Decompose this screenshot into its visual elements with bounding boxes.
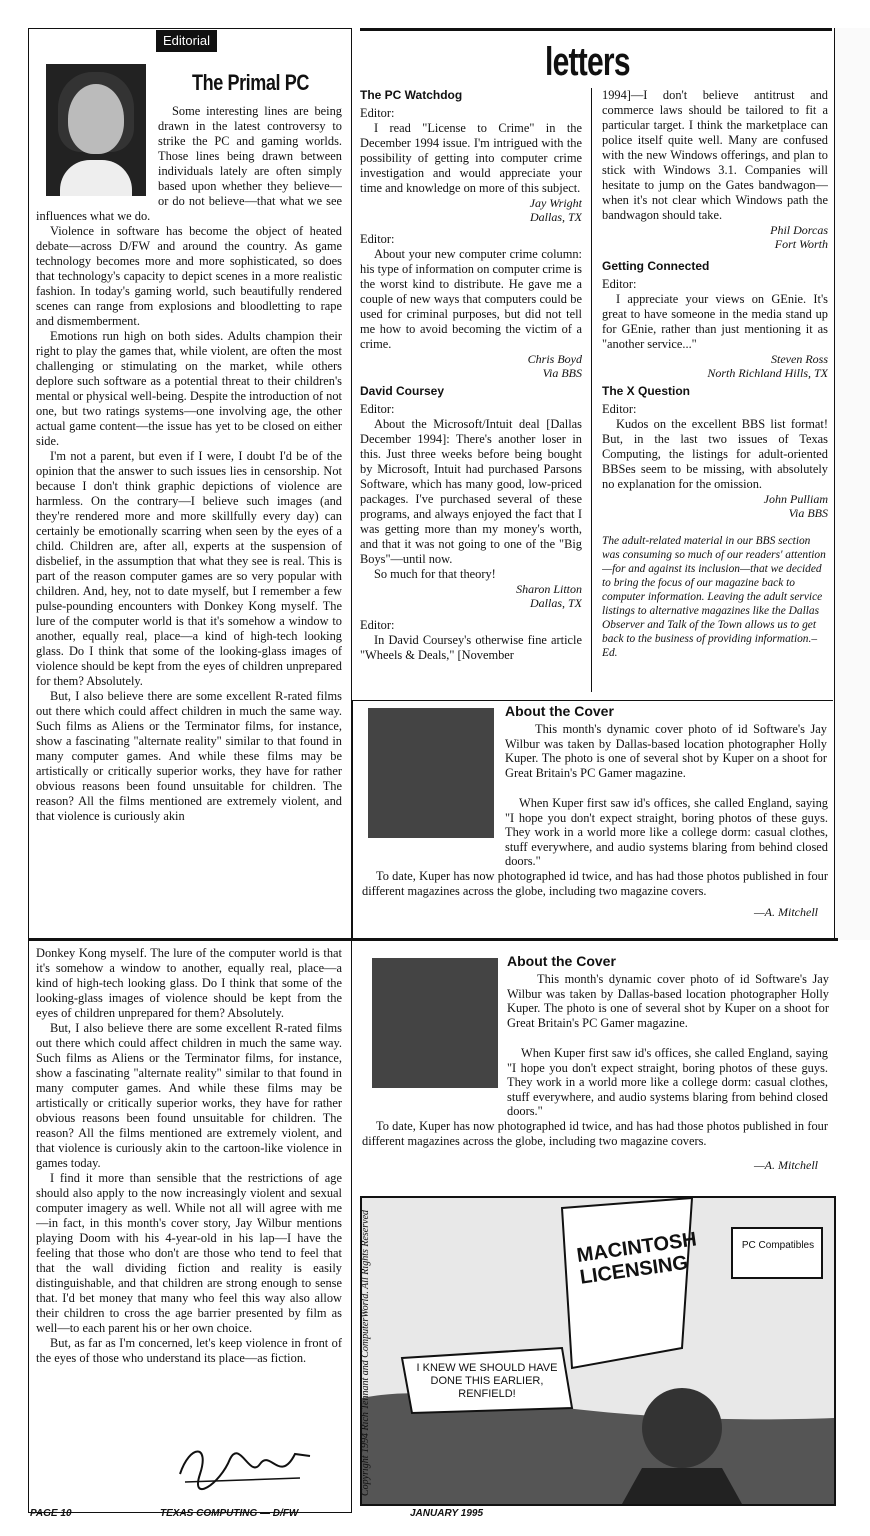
letter-signature: Phil Dorcas — [770, 223, 828, 237]
letter-location: Dallas, TX — [529, 210, 582, 224]
about-cover-paragraph: This month's dynamic cover photo of id Software's Jay Wilbur was taken by Dallas-based location photographer Holly Kuper. The photo is one of several shot by Kuper on a shoot for Great Britain's PC Gamer magazine. — [505, 722, 827, 780]
footer-page-number: PAGE 10 — [30, 1508, 72, 1519]
editorial-paragraph: Violence in software has become the object of heated debate—across D/FW and around the country. As game technology becomes more and more sophisticated, so does that technology's capacity to depict scenes in a more realistic fashion. In today's gaming world, such beautifully rendered scenes can range from explosions and bloodletting to rape and dismemberment. — [36, 224, 342, 328]
about-cover-title: About the Cover — [507, 953, 616, 969]
about-cover-paragraph: When Kuper first saw id's offices, she called England, saying "I hope you don't expect straight, boring photos of these guys. They work in a world more like a college dorm: casual clothes, stuff everywhere, and audio systems blaring from behind closed doors." — [507, 1046, 828, 1119]
letter-salutation: Editor: — [360, 106, 395, 120]
cartoon-illustration — [360, 1196, 836, 1506]
letters-column-2 — [602, 88, 828, 698]
editorial-paragraph: But, as far as I'm concerned, let's keep violence in front of the eyes of those who understand its place—as fiction. — [36, 1336, 342, 1365]
editorial-paragraph: Some interesting lines are being drawn in the latest controversy to strike the PC and gaming worlds. Those lines being drawn between individuals lately are often simply based upon whether they believe—or do not believe—that what we see influences what we do. — [36, 104, 342, 223]
letter-body: I read "License to Crime" in the December 1994 issue. I'm intrigued with the possibility of getting into computer crime investigation and would appreciate your time and knowledge on more of this subject. — [360, 121, 582, 195]
footer-publication: TEXAS COMPUTING — D/FW — [160, 1508, 299, 1519]
editorial-body-continued — [36, 946, 342, 1446]
editorial-paragraph: But, I also believe there are some excellent R-rated films out there which could affect children in much the same way. Such films as Aliens or the Terminator films, for instance, show a fascinating "alternate reality" similar to that found in many computer games. And while these films may be artistically or critically superior works, they have for rather obvious reasons been found unsuitable for children. The reason? All the films mentioned are extremely violent, and that violence is curiously akin — [36, 689, 342, 823]
letter-salutation: Editor: — [360, 232, 395, 246]
letter-location: Dallas, TX — [529, 596, 582, 610]
letter-body-extra: So much for that theory! — [374, 567, 496, 581]
editorial-paragraph: I find it more than sensible that the restrictions of age should also apply to the now increasingly violent and sexual computer imagery as well. While not all will agree with me—in fact, in this month's cover story, Jay Wilbur mentions playing Doom with his 4-year-old in his lap—I have the feeling that those who don't are those who tend to feel that that the wall dividing fiction and reality is easily distinguishable, and that children are strong enough to sense that. I'd bet money that many who feel this way also allow their children to cross the age barrier presented by film as well—to each parent his or her own choice. — [36, 1171, 342, 1335]
letter-location: Via BBS — [788, 506, 828, 520]
about-cover-body — [505, 722, 827, 780]
about-cover-paragraph: To date, Kuper has now photographed id twice, and has had those photos published in four different magazines across the globe, including two magazine covers. — [362, 868, 828, 898]
about-cover-paragraph: This month's dynamic cover photo of id Software's Jay Wilbur was taken by Dallas-based location photographer Holly Kuper. The photo is one of several shot by Kuper on a shoot for Great Britain's PC Gamer magazine. — [507, 972, 829, 1030]
about-cover-body-cont — [362, 796, 828, 916]
cartoon-sign: PC Compatibles — [741, 1240, 815, 1251]
cartoon-banner-text: MACINTOSH LICENSING — [575, 1228, 699, 1289]
letter-body: I appreciate your views on GEnie. It's great to have someone in the media stand up for GEnie, rather than just mentioning it as "another service..." — [602, 292, 828, 351]
letter-heading: David Coursey — [360, 384, 445, 398]
editor-note: The adult-related material in our BBS section was consuming so much of our readers' attention—for and against its inclusion—that we decided to bring the focus of our magazine back to computer information. Leaving the adult service listings to alternative magazines like the Dallas Observer and Talk of the Town allows us to get back to the business of providing information.–Ed. — [602, 535, 826, 659]
letter-body: About your new computer crime column: his type of information on computer crime is the worst kind to distribute. He gave me a couple of new ways that computers could be used for criminal purposes, but did not tell me how to avoid becoming the victim of a crime. — [360, 247, 582, 351]
letters-heading: letters — [545, 40, 630, 84]
letter-signature: Jay Wright — [529, 196, 582, 210]
about-cover-title: About the Cover — [505, 703, 614, 719]
letter-signature: Chris Boyd — [527, 352, 582, 366]
adjacent-page-strip — [834, 28, 870, 940]
letter-salutation: Editor: — [602, 277, 637, 291]
letter-heading: The X Question — [602, 384, 691, 398]
letter-salutation: Editor: — [360, 402, 395, 416]
editorial-body — [36, 104, 342, 934]
letter-signature: Sharon Litton — [516, 582, 582, 596]
letters-top-rule — [360, 28, 832, 31]
letter-body: About the Microsoft/Intuit deal [Dallas December 1994]: There's another loser in this. Just three weeks before being bought by Microsoft, Intuit had purchased Parsons Software, which has many good, low-priced packages. I've purchased several of these programs, and always enjoyed the fact that I was getting more than my money's worth, and that it was not going to one of the "Big Boys"—until now. — [360, 417, 582, 566]
letter-body-continued: 1994]—I don't believe antitrust and commerce laws should be tailored to fit a particular target. I think the marketplace can police itself quite well. Many are confused with the new Windows offerings, and plan to stick with Windows 3.1. Companies will hesitate to jump on the Gates bandwagon—when it's not clear which Windows path the bandwagon should take. — [602, 88, 828, 222]
letters-column-divider — [591, 88, 592, 692]
letter-signature: John Pulliam — [763, 492, 828, 506]
letter-location: North Richland Hills, TX — [707, 366, 828, 380]
editorial-paragraph: I'm not a parent, but even if I were, I doubt I'd be of the opinion that the answer to such issues lies in censorship. Not because I don't think graphic depictions of violence are harmless. On the contrary—I believe such images (and they're rendered more and more skillfully every day) can certainly be emotionally scarring when seen by the eyes of a child. Children are, after all, experts at the suspension of disbelief, in the assumption that what they see is real. This is part of the reason computer games are so very popular with children. And, hey, not to date myself, but I remember a few pulse-pounding encounters with Donkey Kong myself. The lure of the computer world is that it's somehow a window to another, equally real, place—a kind of high-tech looking glass. Do I think that some of the looking-glass images of violence should be kept from the eyes of children unprepared for them? Absolutely. — [36, 449, 342, 688]
editor-signature — [170, 1434, 320, 1494]
letter-location: Via BBS — [542, 366, 582, 380]
about-cover-signoff: —A. Mitchell — [754, 905, 818, 919]
letters-column-1 — [360, 88, 582, 690]
about-cover-body-cont — [362, 1046, 828, 1158]
letter-heading: The PC Watchdog — [360, 88, 463, 102]
letter-body: Kudos on the excellent BBS list format! But, in the last two issues of Texas Computing, the listings for adult-oriented BBSes seem to be missing, with absolutely no explanation for the omission. — [602, 417, 828, 491]
about-cover-paragraph: To date, Kuper has now photographed id twice, and has had those photos published in four different magazines across the globe, including two magazine covers. — [362, 1118, 828, 1148]
letter-salutation: Editor: — [360, 618, 395, 632]
letter-heading: Getting Connected — [602, 259, 710, 273]
letter-salutation: Editor: — [602, 402, 637, 416]
editorial-paragraph: But, I also believe there are some excellent R-rated films out there which could affect children in much the same way. Such films as Aliens or the Terminator films, for instance, show a fascinating "alternate reality" similar to that found in many computer games. And while these films may be artistically or critically superior works, they have for rather obvious reasons been found unsuitable for children. The reason? All the films mentioned are extremely violent, and that violence is curiously akin to the cartoon-like violence in games today. — [36, 1021, 342, 1170]
editorial-paragraph: Emotions run high on both sides. Adults champion their right to play the games that, while violent, are often the most challenging or stimulating on the market, while others deplore such software as a potential threat to their children's mental or physical well-being. Despite the introduction of not one, but two ratings systems—one involving age, the other actual game content—the issue has yet to be closed on either side. — [36, 329, 342, 448]
editorial-paragraph: Donkey Kong myself. The lure of the computer world is that it's somehow a window to another, equally real, place—a kind of high-tech looking glass. Do I think that some of the looking-glass images of violence should be kept from the eyes of children unprepared for them? Absolutely. — [36, 946, 342, 1020]
editorial-tag: Editorial — [156, 30, 217, 52]
editorial-title: The Primal PC — [192, 70, 309, 95]
footer-date: JANUARY 1995 — [410, 1508, 484, 1519]
cartoon-credit: Copyright 1994 Rich Tennant and ComputerWorld. All Rights Reserved — [360, 1209, 371, 1496]
about-cover-signoff: —A. Mitchell — [754, 1158, 818, 1172]
letter-signature: Steven Ross — [771, 352, 828, 366]
cartoon-speech-bubble: I KNEW WE SHOULD HAVE DONE THIS EARLIER, RENFIELD! — [416, 1362, 558, 1400]
about-cover-body — [507, 972, 829, 1030]
letter-location: Fort Worth — [774, 237, 828, 251]
letter-body: In David Coursey's otherwise fine article "Wheels & Deals," [November — [360, 633, 582, 662]
about-cover-paragraph: When Kuper first saw id's offices, she called England, saying "I hope you don't expect straight, boring photos of these guys. They work in a world more like a college dorm: casual clothes, stuff everywhere, and audio systems blaring from behind closed doors." — [505, 796, 828, 869]
